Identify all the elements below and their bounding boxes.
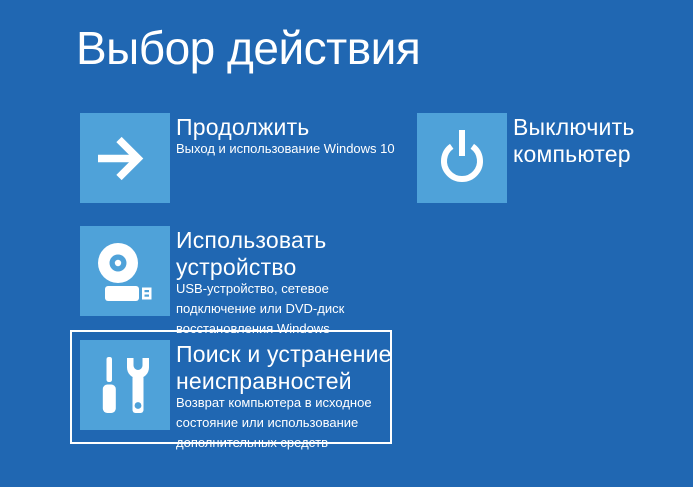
use-device-desc-line: подключение или DVD-диск: [176, 301, 345, 316]
use-device-desc-line: USB-устройство, сетевое: [176, 281, 329, 296]
troubleshoot-label-line: неисправностей: [176, 368, 352, 394]
shutdown-label: [513, 114, 635, 168]
option-continue[interactable]: [80, 113, 395, 203]
continue-texts: [176, 113, 395, 159]
option-troubleshoot[interactable]: [80, 340, 392, 453]
option-use-device[interactable]: [80, 226, 344, 339]
continue-label: [176, 114, 395, 141]
troubleshoot-description: [176, 393, 392, 453]
troubleshoot-desc-line: дополнительных средств: [176, 435, 329, 450]
troubleshoot-label: [176, 341, 392, 395]
continue-description: [176, 139, 395, 159]
use-device-texts: [176, 226, 344, 339]
troubleshoot-texts: [176, 340, 392, 453]
use-device-desc-line: восстановления Windows: [176, 321, 330, 336]
shutdown-texts: [513, 113, 635, 168]
use-device-label-line: устройство: [176, 254, 297, 280]
use-device-tile[interactable]: [80, 226, 170, 316]
troubleshoot-tile[interactable]: [80, 340, 170, 430]
troubleshoot-label-line: Поиск и устранение: [176, 341, 392, 367]
shutdown-label-line: компьютер: [513, 141, 631, 167]
power-icon: [417, 113, 507, 203]
use-device-description: [176, 279, 344, 339]
continue-label-line: Продолжить: [176, 114, 310, 140]
troubleshoot-desc-line: Возврат компьютера в исходное: [176, 395, 372, 410]
shutdown-tile[interactable]: [417, 113, 507, 203]
shutdown-label-line: Выключить: [513, 114, 635, 140]
tools-icon: [80, 340, 170, 430]
use-device-label-line: Использовать: [176, 227, 327, 253]
option-shutdown[interactable]: [417, 113, 635, 203]
continue-tile[interactable]: [80, 113, 170, 203]
use-device-label: [176, 227, 344, 281]
troubleshoot-desc-line: состояние или использование: [176, 415, 359, 430]
arrow-right-icon: [80, 113, 170, 203]
page-title: Выбор действия: [76, 22, 421, 74]
disc-usb-icon: [80, 226, 170, 316]
continue-desc-line: Выход и использование Windows 10: [176, 141, 395, 156]
